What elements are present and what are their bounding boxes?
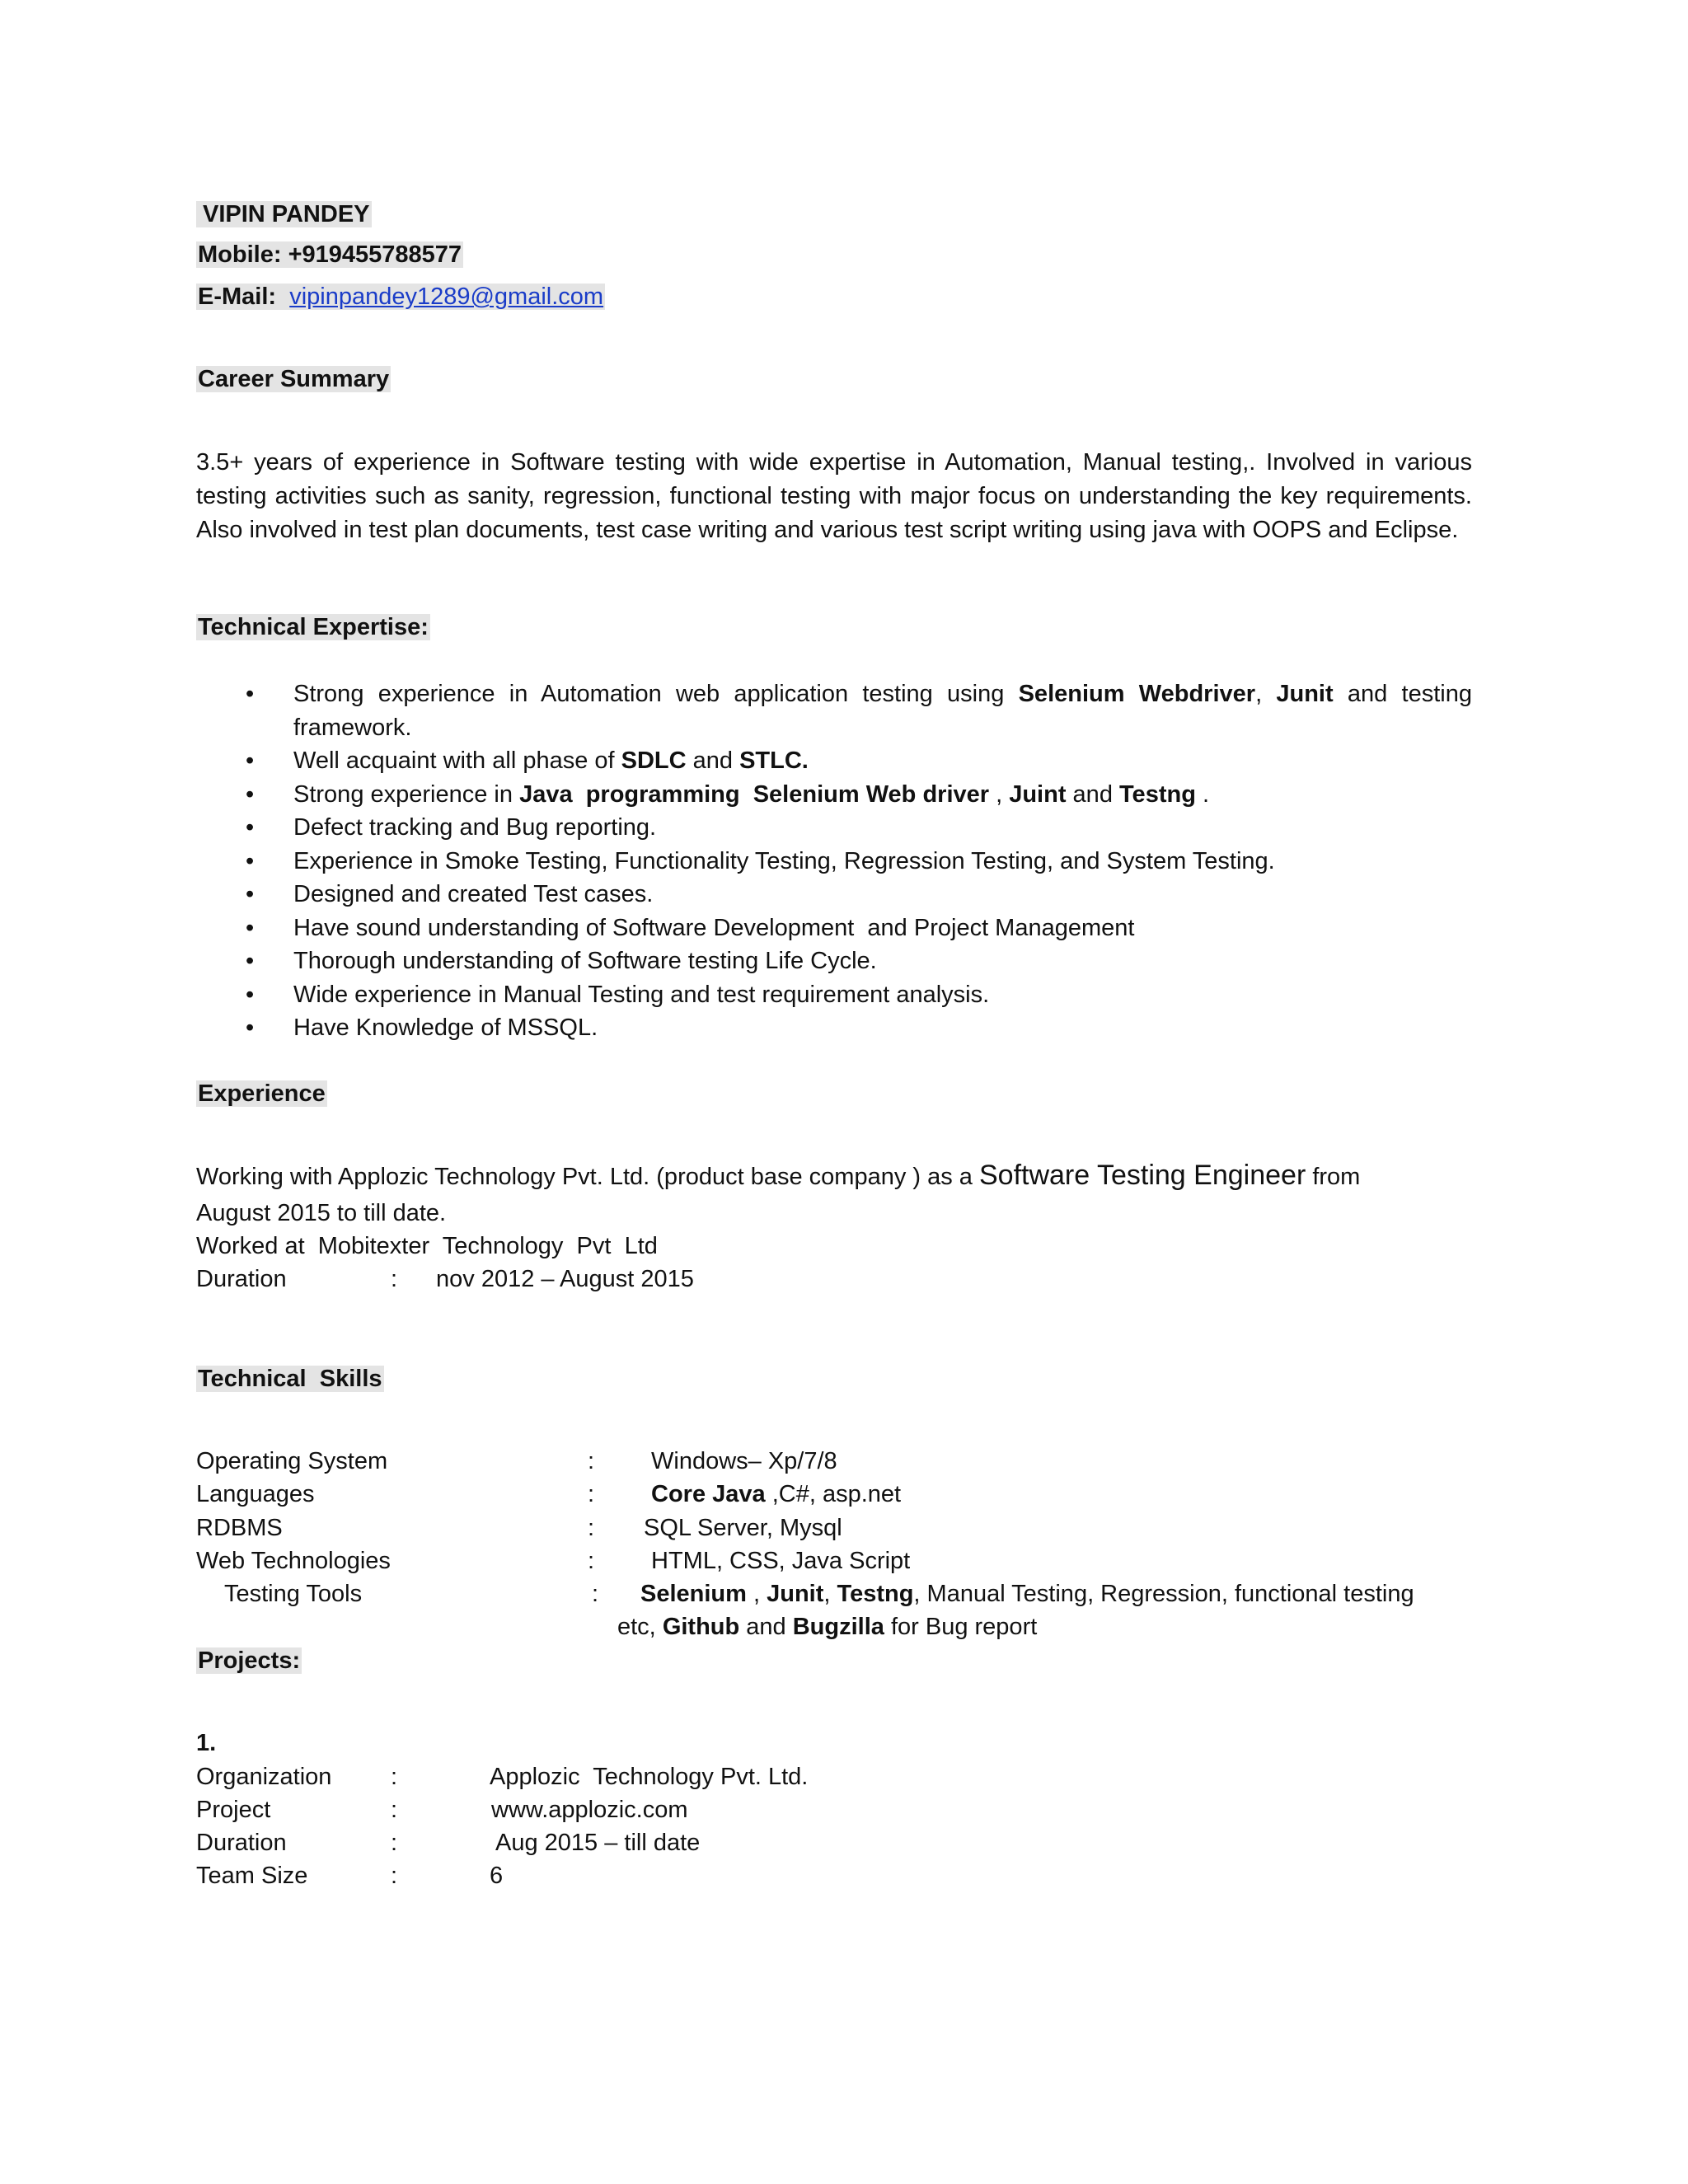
email-link[interactable]: vipinpandey1289@gmail.com — [289, 284, 604, 310]
list-item: • Thorough understanding of Software testing Life Cycle. — [196, 944, 1472, 978]
project-org-colon: : — [391, 1764, 398, 1790]
bullet-icon: • — [246, 748, 255, 774]
email-line — [196, 280, 605, 313]
list-item: • Designed and created Test cases. — [196, 878, 1472, 912]
list-item: • Defect tracking and Bug reporting. — [196, 811, 1472, 845]
skill-tools-colon: : — [592, 1581, 599, 1607]
skill-web-label: Web Technologies — [196, 1548, 391, 1574]
experience-duration-label: Duration — [196, 1266, 287, 1292]
skill-web-colon: : — [588, 1548, 595, 1574]
skill-os-value: Windows– Xp/7/8 — [651, 1448, 837, 1474]
projects-heading: Projects: — [198, 1647, 301, 1674]
project-name-label: Project — [196, 1797, 271, 1823]
experience-duration-colon: : — [391, 1266, 398, 1292]
technical-expertise-heading: Technical Expertise: — [198, 614, 429, 640]
experience-heading: Experience — [198, 1080, 326, 1107]
bullet-icon: • — [246, 948, 255, 974]
candidate-name: VIPIN PANDEY — [196, 198, 372, 231]
bullet-icon: • — [246, 780, 255, 808]
bullet-icon: • — [246, 981, 255, 1008]
bullet-icon: • — [246, 881, 255, 907]
bullet-icon: • — [246, 1015, 255, 1041]
bullet-icon: • — [246, 814, 255, 841]
bullet-icon: • — [246, 847, 255, 874]
project-team-colon: : — [391, 1863, 398, 1889]
project-org-label: Organization — [196, 1764, 332, 1790]
mobile-line — [196, 238, 463, 271]
skill-os-label: Operating System — [196, 1448, 388, 1474]
bullet-icon: • — [246, 681, 255, 707]
list-item: • Strong experience in Java programming Selenium Web driver , Juint and Testng . — [196, 778, 1472, 812]
project-duration-colon: : — [391, 1830, 398, 1856]
bullet-icon: • — [246, 914, 255, 941]
project-duration-label: Duration — [196, 1830, 287, 1856]
list-item: • Wide experience in Manual Testing and test requirement analysis. — [196, 978, 1472, 1012]
career-summary-text: 3.5+ years of experience in Software testing with wide expertise in Automation, Manual testing,. Involved in various testing activities such as sanity, regression, functional testing with major focus on understanding the key requirements. Also involved in test plan documents, test case writing and various test script writing using java with OOPS and Eclipse. — [196, 449, 1472, 543]
skill-web-value: HTML, CSS, Java Script — [651, 1548, 911, 1574]
skill-tools-value-cont: etc, Github and Bugzilla for Bug report — [617, 1614, 1038, 1640]
list-item: • Experience in Smoke Testing, Functionality Testing, Regression Testing, and System Testing. — [196, 845, 1472, 879]
skill-tools-value: Selenium , Junit, Testng, Manual Testing, Regression, functional testing — [640, 1581, 1414, 1607]
project-number: 1. — [196, 1730, 217, 1756]
skill-languages-colon: : — [588, 1481, 595, 1507]
skill-rdbms-value: SQL Server, Mysql — [644, 1515, 842, 1541]
list-item: • Have Knowledge of MSSQL. — [196, 1011, 1472, 1045]
experience-duration-value: nov 2012 – August 2015 — [436, 1266, 694, 1292]
mobile-label: Mobile: — [198, 241, 282, 268]
mobile-value: +919455788577 — [288, 241, 462, 268]
list-item: • Strong experience in Automation web application testing using Selenium Webdriver, Junit and testing framework. — [196, 677, 1472, 744]
skill-tools-label: Testing Tools — [224, 1581, 363, 1607]
experience-line-1: Working with Applozic Technology Pvt. Ltd. (product base company ) as a Software Testing Engineer from — [196, 1160, 1361, 1191]
list-item: • Well acquaint with all phase of SDLC and STLC. — [196, 744, 1472, 778]
expertise-list — [196, 677, 1472, 1045]
career-summary-heading: Career Summary — [198, 366, 390, 392]
list-item: • Have sound understanding of Software Development and Project Management — [196, 912, 1472, 945]
skill-rdbms-label: RDBMS — [196, 1515, 283, 1541]
skill-rdbms-colon: : — [588, 1515, 595, 1541]
technical-skills-heading: Technical Skills — [198, 1366, 382, 1392]
skill-os-colon: : — [588, 1448, 595, 1474]
experience-line-3: Worked at Mobitexter Technology Pvt Ltd — [196, 1233, 658, 1259]
skill-languages-value: Core Java ,C#, asp.net — [651, 1481, 902, 1507]
project-team-label: Team Size — [196, 1863, 308, 1889]
project-name-colon: : — [391, 1797, 398, 1823]
project-duration-value: Aug 2015 – till date — [495, 1830, 701, 1856]
project-name-value: www.applozic.com — [491, 1797, 688, 1823]
experience-line-2: August 2015 to till date. — [196, 1200, 447, 1226]
project-org-value: Applozic Technology Pvt. Ltd. — [490, 1764, 809, 1790]
project-team-value: 6 — [490, 1863, 504, 1889]
email-label: E-Mail: — [198, 284, 277, 310]
skill-languages-label: Languages — [196, 1481, 315, 1507]
